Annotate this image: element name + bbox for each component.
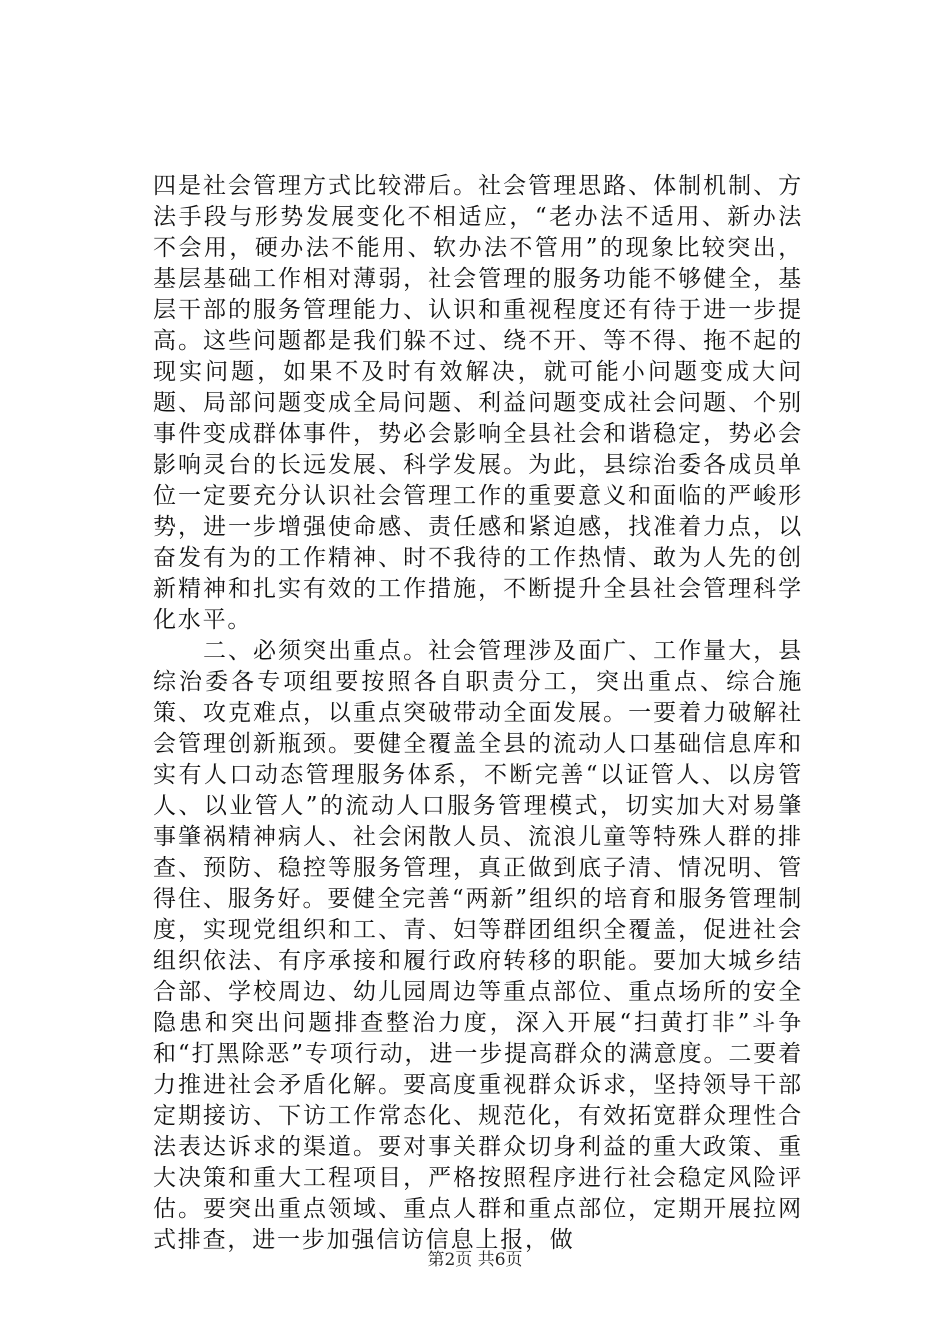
page-footer: 第2页 共6页 bbox=[427, 1250, 523, 1270]
paragraph-2: 二、必须突出重点。社会管理涉及面广、工作量大，县综治委各专项组要按照各自职责分工，突出重点、综合施策、攻克难点，以重点突破带动全面发展。一要着力破解社会管理创新瓶颈。要健全覆盖全县的流动人口基础信息库和实有人口动态管理服务体系，不断完善“以证管人、以房管人、以业管人”的流动人口服务管理模式，切实加大对易肇事肇祸精神病人、社会闲散人员、流浪儿童等特殊人群的排查、预防、稳控等服务管理，真正做到底子清、情况明、管得住、服务好。要健全完善“两新”组织的培育和服务管理制度，实现党组织和工、青、妇等群团组织全覆盖，促进社会组织依法、有序承接和履行政府转移的职能。要加大城乡结合部、学校周边、幼儿园周边等重点部位、重点场所的安全隐患和突出问题排查整治力度，深入开展“扫黄打非”斗争和“打黑除恶”专项行动，进一步提高群众的满意度。二要着力推进社会矛盾化解。要高度重视群众诉求，坚持领导干部定期接访、下访工作常态化、规范化，有效拓宽群众理性合法表达诉求的渠道。要对事关群众切身利益的重大政策、重大决策和重大工程项目，严格按照程序进行社会稳定风险评估。要突出重点领域、重点人群和重点部位，定期开展拉网式排查，进一步加强信访信息上报，做 bbox=[153, 638, 803, 1253]
paragraph-1: 四是社会管理方式比较滞后。社会管理思路、体制机制、方法手段与形势发展变化不相适应，“老办法不适用、新办法不会用，硬办法不能用、软办法不管用”的现象比较突出，基层基础工作相对薄弱，社会管理的服务功能不够健全，基层干部的服务管理能力、认识和重视程度还有待于进一步提高。这些问题都是我们躲不过、绕不开、等不得、拖不起的现实问题，如果不及时有效解决，就可能小问题变成大问题、局部问题变成全局问题、利益问题变成社会问题、个别事件变成群体事件，势必会影响全县社会和谐稳定，势必会影响灵台的长远发展、科学发展。为此，县综治委各成员单位一定要充分认识社会管理工作的重要意义和面临的严峻形势，进一步增强使命感、责任感和紧迫感，找准着力点，以奋发有为的工作精神、时不我待的工作热情、敢为人先的创新精神和扎实有效的工作措施，不断提升全县社会管理科学化水平。 bbox=[153, 173, 803, 633]
document-body bbox=[153, 171, 803, 1256]
